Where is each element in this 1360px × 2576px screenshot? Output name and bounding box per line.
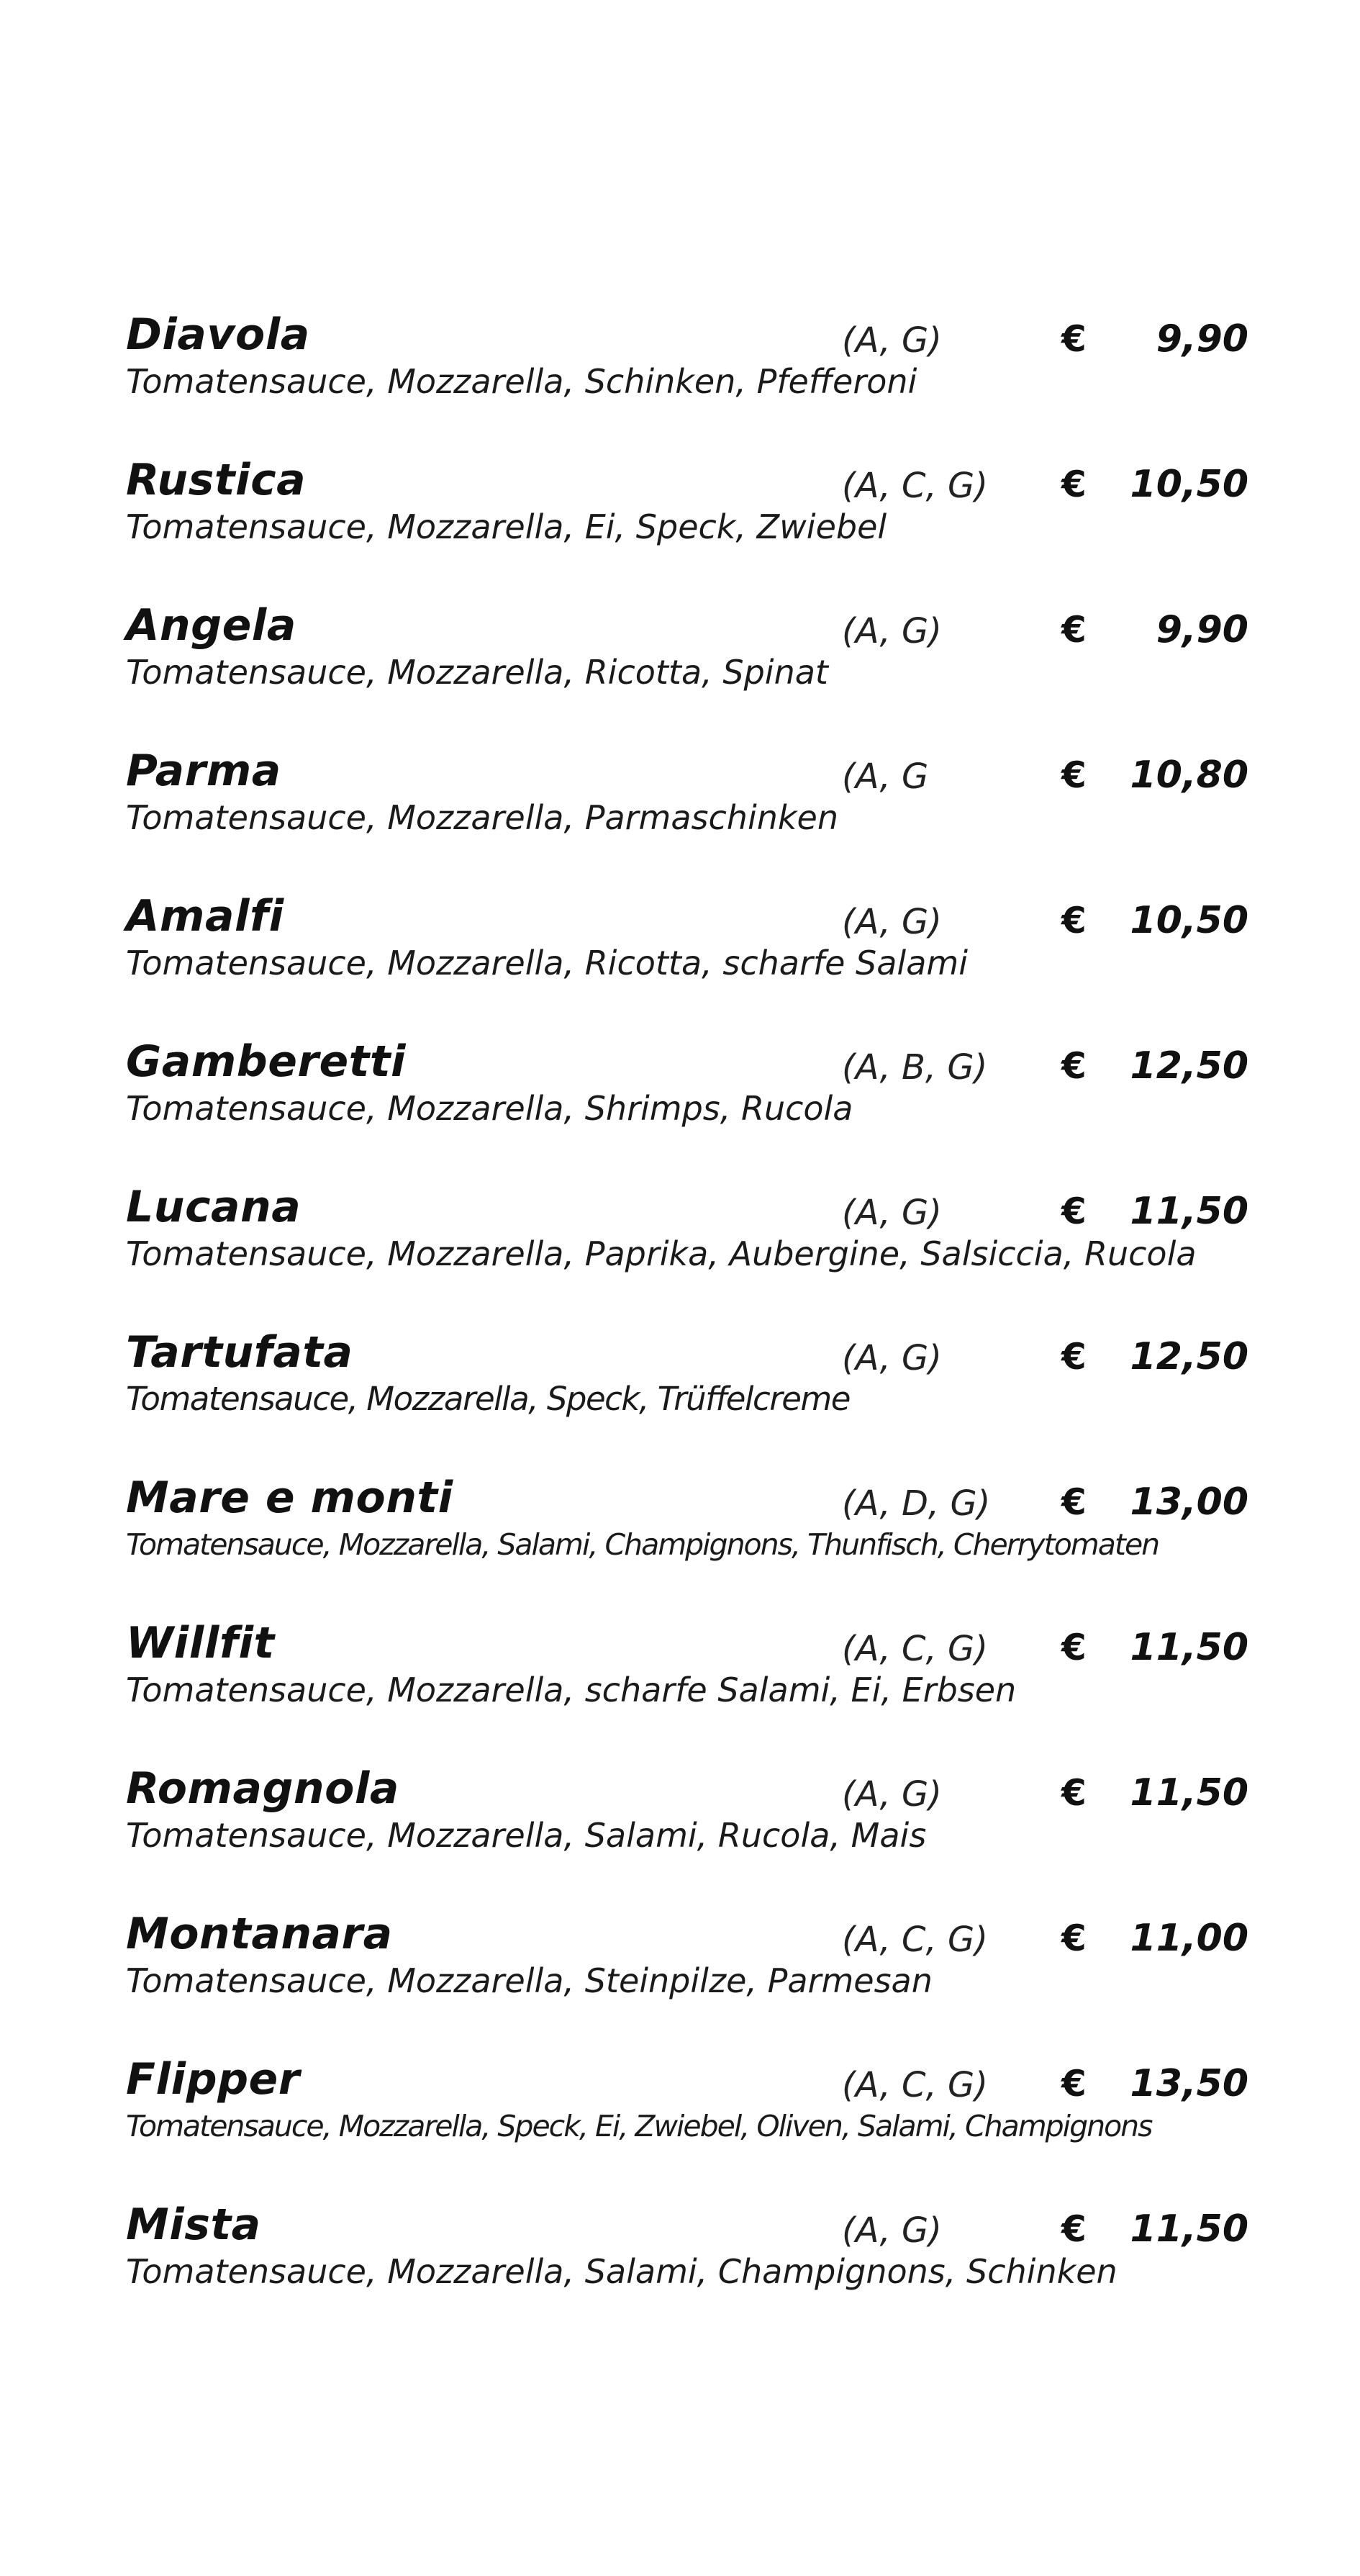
- item-name: Romagnola: [126, 1763, 399, 1814]
- item-description: Tomatensauce, Mozzarella, Speck, Trüffelcreme: [126, 1380, 850, 1418]
- item-price: 11,50: [1130, 1626, 1248, 1669]
- item-name: Willfit: [126, 1618, 275, 1668]
- item-allergens: (A, C, G): [842, 466, 988, 506]
- item-allergens: (A, G): [842, 1193, 942, 1233]
- item-price: 13,00: [1130, 1481, 1248, 1524]
- item-currency: €: [1061, 2063, 1087, 2105]
- item-name: Rustica: [126, 455, 307, 505]
- item-currency: €: [1061, 1190, 1087, 1232]
- menu-item-gamberetti: [126, 1033, 1248, 1162]
- item-currency: €: [1061, 609, 1087, 651]
- item-description: Tomatensauce, Mozzarella, Salami, Rucola, Mais: [126, 1816, 927, 1855]
- item-price: 10,50: [1130, 463, 1248, 506]
- item-description: Tomatensauce, Mozzarella, Paprika, Aubergine, Salsiccia, Rucola: [126, 1234, 1197, 1273]
- item-name: Gamberetti: [126, 1036, 407, 1087]
- item-price: 12,50: [1130, 1044, 1248, 1088]
- menu-item-parma: [126, 742, 1248, 872]
- item-allergens: (A, G): [842, 1774, 942, 1815]
- item-price: 13,50: [1130, 2062, 1248, 2105]
- item-price: 11,00: [1130, 1917, 1248, 1960]
- item-price: 11,50: [1130, 2207, 1248, 2251]
- item-name: Amalfi: [126, 891, 284, 941]
- item-description: Tomatensauce, Mozzarella, Salami, Champignons, Thunfisch, Cherrytomaten: [126, 1527, 1159, 1562]
- item-allergens: (A, G): [842, 320, 942, 361]
- item-currency: €: [1061, 1772, 1087, 1814]
- item-name: Mare e monti: [126, 1473, 453, 1523]
- item-allergens: (A, C, G): [842, 1629, 988, 1669]
- item-description: Tomatensauce, Mozzarella, scharfe Salami, Ei, Erbsen: [126, 1671, 1017, 1709]
- item-currency: €: [1061, 900, 1087, 941]
- item-allergens: (A, G): [842, 902, 942, 942]
- item-currency: €: [1061, 754, 1087, 796]
- item-name: Lucana: [126, 1182, 302, 1232]
- menu-item-montanara: [126, 1905, 1248, 2035]
- menu-item-amalfi: [126, 887, 1248, 1017]
- item-price: 9,90: [1156, 317, 1248, 361]
- menu-item-angela: [126, 597, 1248, 726]
- item-allergens: (A, G): [842, 611, 942, 651]
- item-price: 9,90: [1156, 608, 1248, 651]
- item-description: Tomatensauce, Mozzarella, Ei, Speck, Zwiebel: [126, 507, 887, 546]
- item-currency: €: [1061, 1045, 1087, 1087]
- item-description: Tomatensauce, Mozzarella, Ricotta, Spinat: [126, 653, 828, 692]
- menu-item-flipper: [126, 2051, 1248, 2180]
- menu-item-romagnola: [126, 1760, 1248, 1889]
- item-allergens: (A, C, G): [842, 2065, 988, 2105]
- item-name: Parma: [126, 746, 281, 796]
- item-currency: €: [1061, 2208, 1087, 2250]
- item-currency: €: [1061, 1627, 1087, 1668]
- item-name: Diavola: [126, 309, 310, 360]
- item-description: Tomatensauce, Mozzarella, Schinken, Pfefferoni: [126, 362, 917, 401]
- item-name: Mista: [126, 2200, 261, 2250]
- item-description: Tomatensauce, Mozzarella, Steinpilze, Parmesan: [126, 1961, 933, 2000]
- item-description: Tomatensauce, Mozzarella, Ricotta, scharfe Salami: [126, 944, 968, 982]
- item-allergens: (A, D, G): [842, 1483, 991, 1524]
- menu-item-mista: [126, 2196, 1248, 2326]
- item-allergens: (A, G): [842, 1338, 942, 1378]
- item-price: 10,80: [1130, 754, 1248, 797]
- item-currency: €: [1061, 1481, 1087, 1523]
- item-description: Tomatensauce, Mozzarella, Speck, Ei, Zwiebel, Oliven, Salami, Champignons: [126, 2109, 1152, 2143]
- menu-item-rustica: [126, 451, 1248, 581]
- item-currency: €: [1061, 1917, 1087, 1959]
- item-name: Flipper: [126, 2054, 300, 2105]
- item-description: Tomatensauce, Mozzarella, Parmaschinken: [126, 798, 838, 837]
- item-price: 11,50: [1130, 1190, 1248, 1233]
- item-currency: €: [1061, 464, 1087, 505]
- item-name: Tartufata: [126, 1327, 353, 1378]
- item-name: Montanara: [126, 1909, 393, 1959]
- item-description: Tomatensauce, Mozzarella, Salami, Champignons, Schinken: [126, 2252, 1118, 2291]
- menu-item-mare-e-monti: [126, 1469, 1248, 1599]
- item-allergens: (A, G: [842, 756, 929, 797]
- item-price: 12,50: [1130, 1335, 1248, 1378]
- item-allergens: (A, C, G): [842, 1920, 988, 1960]
- item-currency: €: [1061, 318, 1087, 360]
- menu-item-tartufata: [126, 1324, 1248, 1453]
- menu-item-lucana: [126, 1178, 1248, 1308]
- item-currency: €: [1061, 1336, 1087, 1378]
- item-allergens: (A, B, G): [842, 1047, 988, 1088]
- item-name: Angela: [126, 600, 296, 651]
- menu-item-willfit: [126, 1614, 1248, 1744]
- item-price: 10,50: [1130, 899, 1248, 942]
- item-description: Tomatensauce, Mozzarella, Shrimps, Rucola: [126, 1089, 853, 1128]
- item-allergens: (A, G): [842, 2210, 942, 2251]
- menu-item-diavola: [126, 306, 1248, 435]
- item-price: 11,50: [1130, 1771, 1248, 1815]
